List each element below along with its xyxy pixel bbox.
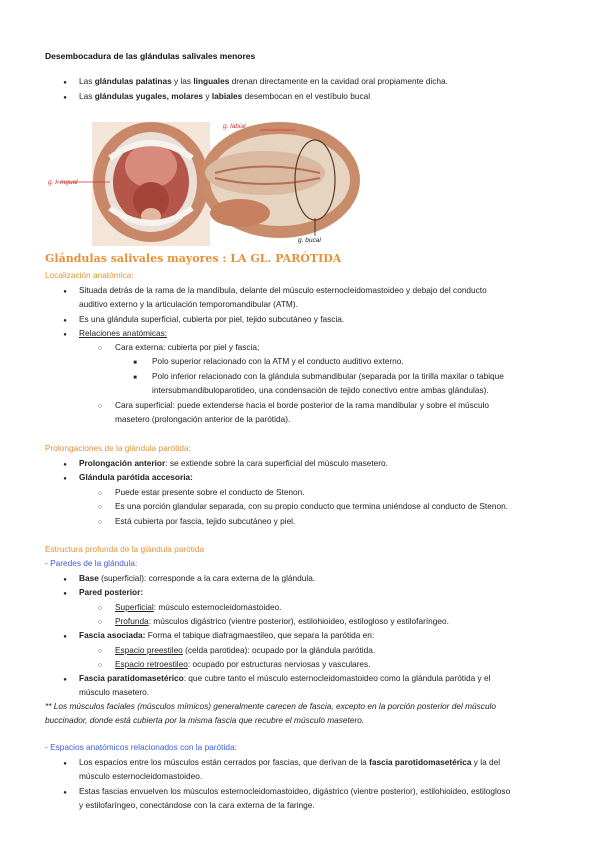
section-title-extensions: Prolongaciones de la glándula parótida: (45, 443, 191, 453)
list-item-continuation: músculo masetero. (79, 687, 150, 697)
list-item: Polo inferior relacionado con la glándula submandibular (separada por la tirilla maxilar o tabique (152, 371, 504, 381)
subsection-title-spaces: - Espacios anatómicos relacionados con la parótida: (45, 742, 237, 752)
bullet-circle (95, 341, 105, 356)
list-item: Fascia asociada: Forma el tabique diafragmaestileo, que separa la parótida en: (79, 630, 375, 640)
list-item: Es una porción glandular separada, con su propio conducto que termina uniéndose al conducto de Stenon. (115, 501, 508, 511)
list-item: Está cubierta por fascia, tejido subcutáneo y piel. (115, 516, 296, 526)
list-item-continuation: y estilofaríngeo, conectándose con la cara externa de la faringe. (79, 800, 315, 810)
bullet-disc (60, 785, 70, 801)
note-line: buccinador, donde está cubierta por la misma fascia que recubre el músculo masetero. (45, 715, 365, 725)
bullet-circle (95, 644, 105, 659)
list-item: Cara superficial: puede extenderse hacia el borde posterior de la rama mandibular y sobre el músculo (115, 400, 490, 410)
list-item: Prolongación anterior: se extiende sobre la cara superficial del músculo masetero. (79, 458, 388, 468)
section-title-parotid: Glándulas salivales mayores : LA GL. PARÓTIDA (45, 252, 342, 265)
bullet-circle (95, 515, 105, 530)
list-item: Puede estar presente sobre el conducto de Stenon. (115, 487, 305, 497)
bullet-square (130, 370, 140, 386)
list-item: Las glándulas palatinas y las linguales drenan directamente en la cavidad oral propiamente dicha. (79, 76, 448, 86)
list-item: Superficial: músculo esternocleidomastoideo. (115, 602, 282, 612)
section-title-minor-glands: Desembocadura de las glándulas salivales menores (45, 51, 256, 61)
bullet-circle (95, 500, 105, 515)
bullet-circle (95, 486, 105, 501)
subsection-title-location: Localización anatómica: (45, 270, 134, 280)
anatomy-illustration (40, 118, 360, 248)
bullet-circle (95, 615, 105, 630)
list-item-continuation: músculo esternocleidomastoideo. (79, 771, 203, 781)
bullet-circle (95, 601, 105, 616)
list-item: Base (superficial): corresponde a la cara externa de la glándula. (79, 573, 316, 583)
list-item-continuation: masetero (prolongación anterior de la parótida). (115, 414, 291, 424)
figure-label-labial: g. labial (223, 123, 246, 130)
list-item-continuation: intersubmandibuloparotideo, una condensación de tejido conectivo entre ambas glándulas). (152, 385, 489, 395)
figure-label-lingual: g. l. ingual (48, 179, 78, 186)
list-item: Situada detrás de la rama de la mandíbula, delante del músculo esternocleidomastoideo y debajo del conducto (79, 285, 487, 295)
bullet-disc (60, 586, 70, 602)
bullet-disc (60, 327, 70, 343)
list-item: Los espacios entre los músculos están cerrados por fascias, que derivan de la fascia parotidomasetérica y la del (79, 757, 501, 767)
section-title-deep-structure: Estructura profunda de la glándula parótida (45, 544, 205, 554)
note-line: ** Los músculos faciales (músculos mímicos) generalmente carecen de fascia, excepto en la porción posterior del músculo (45, 701, 497, 711)
list-item: Polo superior relacionado con la ATM y el conducto auditivo externo. (152, 356, 404, 366)
bullet-circle (95, 658, 105, 673)
list-item: Profunda: músculos digástrico (vientre posterior), estilohioideo, estilogloso y estilofaríngeo. (115, 616, 449, 626)
bullet-disc (60, 75, 70, 91)
subsection-title-walls: - Paredes de la glándula: (45, 558, 138, 568)
bullet-circle (95, 399, 105, 414)
list-item: Estas fascias envuelven los músculos esternocleidomastoideo, digástrico (vientre posterior), estilohioideo, estilogloso (79, 786, 511, 796)
anatomy-figure (40, 118, 360, 248)
list-item: Es una glándula superficial, cubierta por piel, tejido subcutáneo y fascia. (79, 314, 345, 324)
bullet-disc (60, 672, 70, 688)
bullet-disc (60, 756, 70, 772)
list-item-continuation: auditivo externo y la articulación temporomandibular (ATM). (79, 299, 298, 309)
figure-label-bucal: g. bucal (298, 237, 321, 244)
list-item: Las glándulas yugales, molares y labiales desembocan en el vestíbulo bucal (79, 91, 371, 101)
list-item: Relaciones anatómicas: (79, 328, 168, 338)
list-item: Pared posterior: (79, 587, 144, 597)
bullet-disc (60, 90, 70, 106)
bullet-disc (60, 471, 70, 487)
bullet-disc (60, 284, 70, 300)
list-item: Cara externa: cubierta por piel y fascia; (115, 342, 260, 352)
bullet-disc (60, 629, 70, 645)
list-item: Glándula parótida accesoria: (79, 472, 193, 482)
list-item: Espacio retroestileo: ocupado por estructuras nerviosas y vasculares. (115, 659, 371, 669)
bullet-square (130, 355, 140, 371)
list-item: Fascia paratidomasetérico: que cubre tanto el músculo esternocleidomastoideo como la glándula parótida y el (79, 673, 491, 683)
list-item: Espacio preestileo (celda parotidea): ocupado por la glándula parótida. (115, 645, 376, 655)
